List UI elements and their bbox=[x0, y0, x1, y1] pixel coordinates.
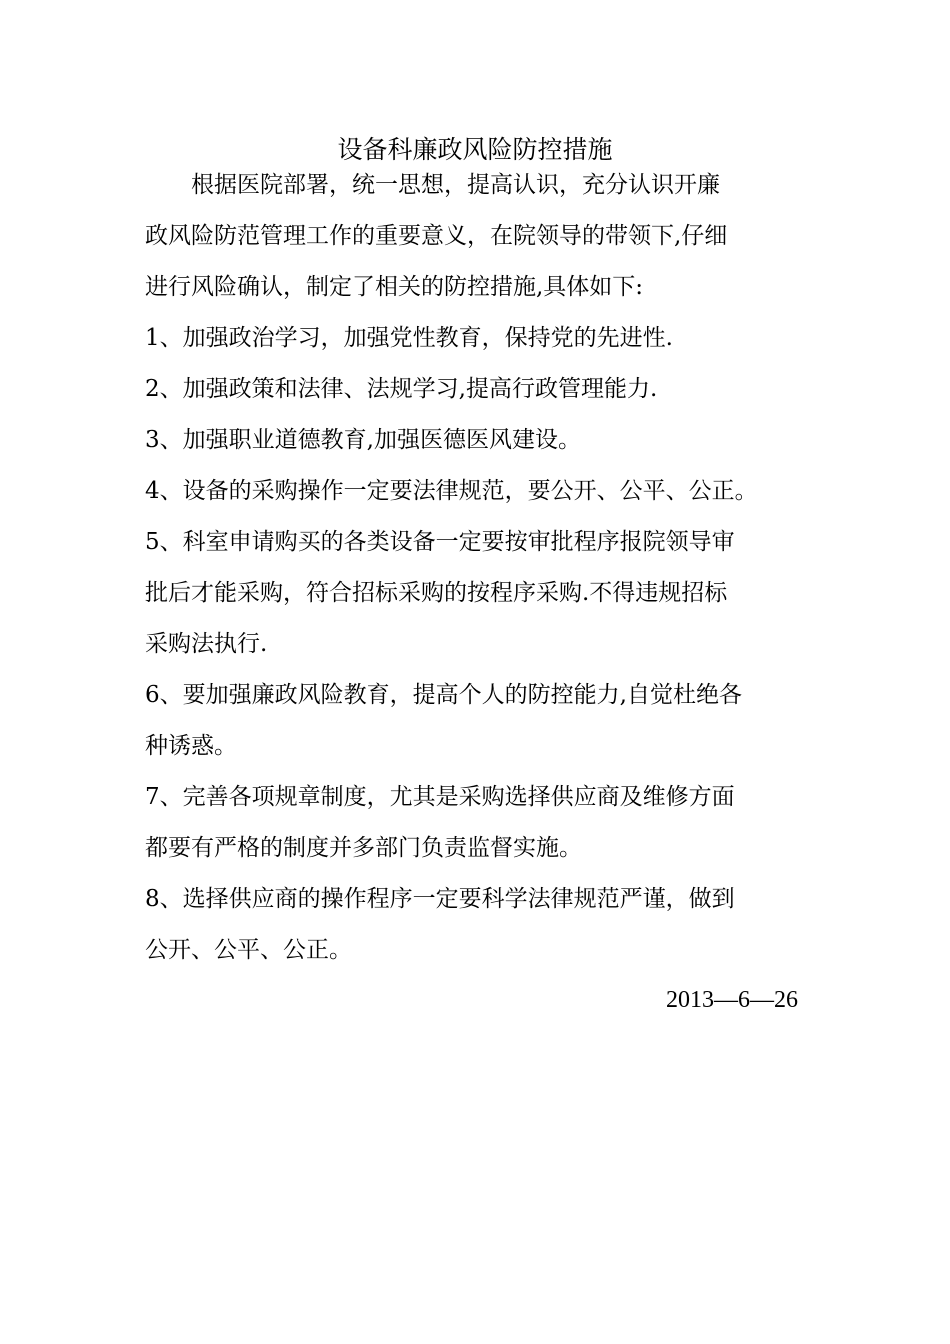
list-item-8: 8、选择供应商的操作程序一定要科学法律规范严谨，做到 bbox=[145, 886, 735, 912]
list-item-6-cont: 种诱惑。 bbox=[145, 733, 237, 759]
list-item-3: 3、加强职业道德教育,加强医德医风建设。 bbox=[145, 427, 581, 453]
list-item-4: 4、设备的采购操作一定要法律规范，要公开、公平、公正。 bbox=[145, 478, 758, 504]
document-body bbox=[145, 160, 810, 976]
body-line: 根据医院部署，统一思想，提高认识，充分认识开廉 bbox=[145, 172, 720, 198]
list-item-1: 1、加强政治学习，加强党性教育，保持党的先进性. bbox=[145, 325, 673, 351]
list-item-7: 7、完善各项规章制度，尤其是采购选择供应商及维修方面 bbox=[145, 784, 735, 810]
body-line: 进行风险确认，制定了相关的防控措施,具体如下: bbox=[145, 274, 644, 300]
list-item-5-cont: 批后才能采购，符合招标采购的按程序采购.不得违规招标 bbox=[145, 580, 728, 606]
list-item-6: 6、要加强廉政风险教育，提高个人的防控能力,自觉杜绝各 bbox=[145, 682, 742, 708]
list-item-7-cont: 都要有严格的制度并多部门负责监督实施。 bbox=[145, 835, 582, 861]
document-date: 2013—6—26 bbox=[666, 987, 798, 1013]
list-item-2: 2、加强政策和法律、法规学习,提高行政管理能力. bbox=[145, 376, 658, 402]
list-item-5: 5、科室申请购买的各类设备一定要按审批程序报院领导审 bbox=[145, 529, 735, 555]
body-line: 政风险防范管理工作的重要意义，在院领导的带领下,仔细 bbox=[145, 223, 728, 249]
list-item-8-cont: 公开、公平、公正。 bbox=[145, 937, 352, 963]
list-item-5-cont: 采购法执行. bbox=[145, 631, 268, 657]
document-title: 设备科廉政风险防控措施 bbox=[337, 135, 613, 164]
